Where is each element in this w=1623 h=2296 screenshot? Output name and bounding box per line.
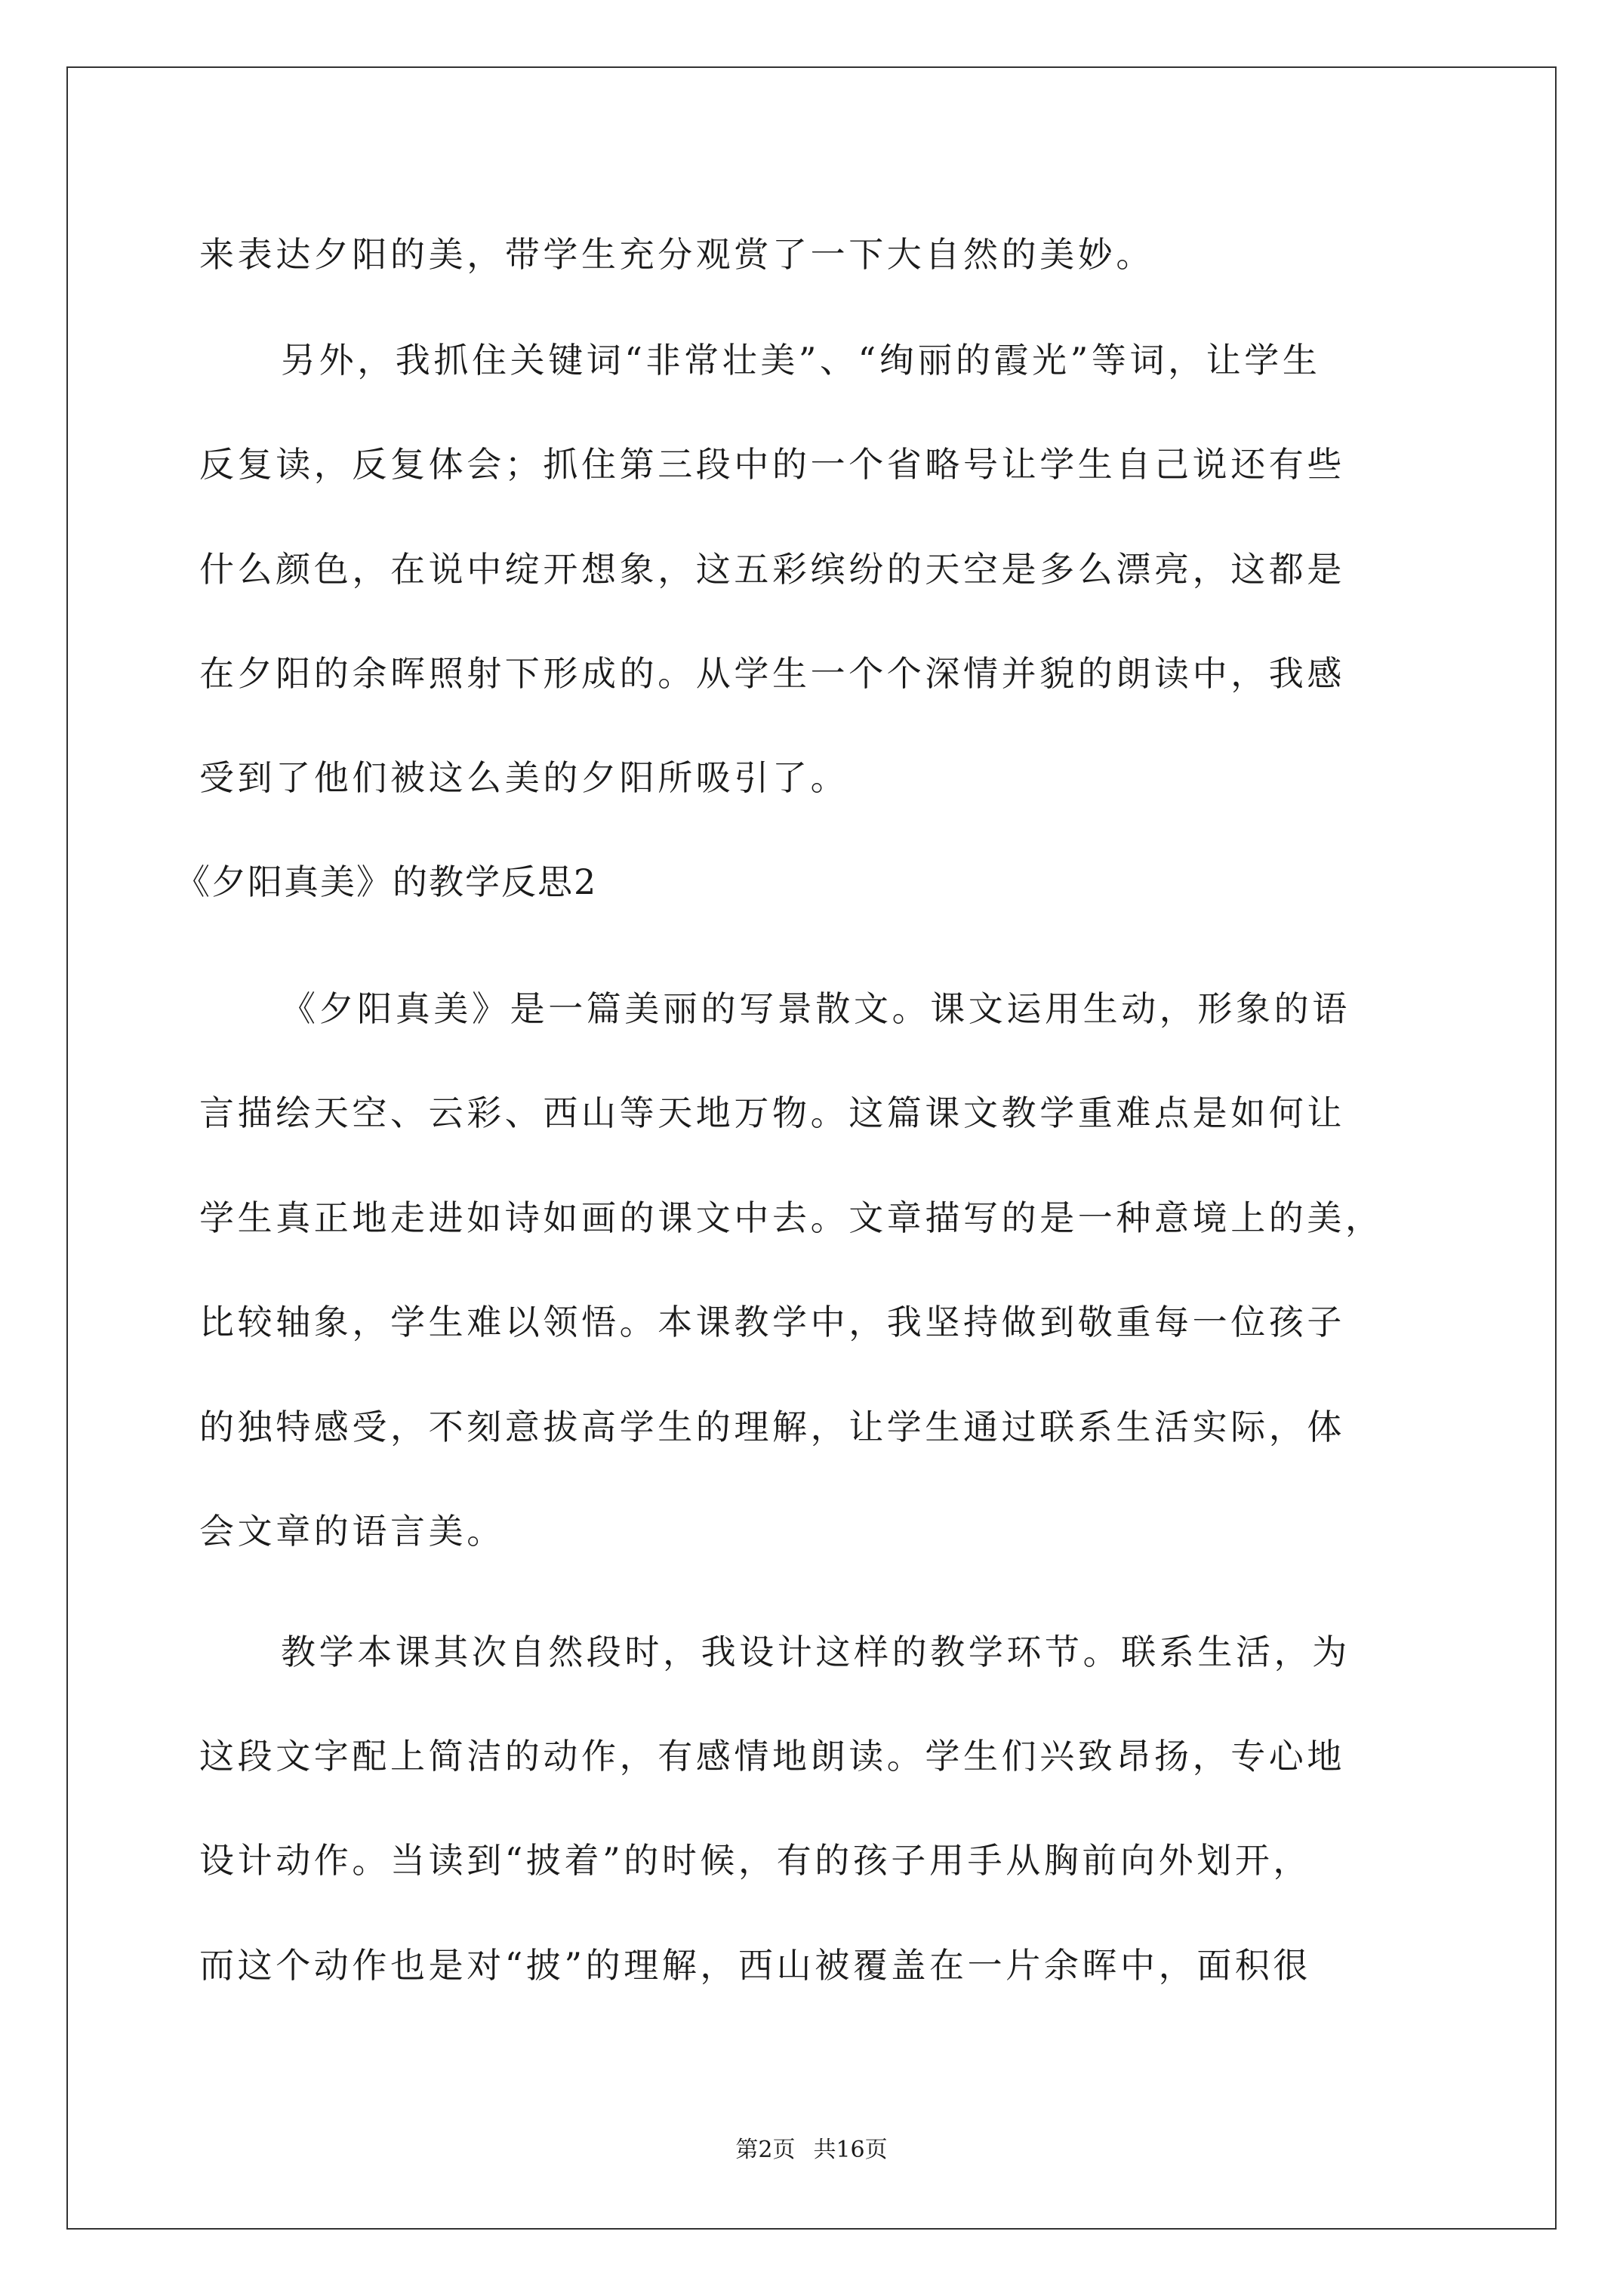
page-total: 共16页	[813, 2137, 888, 2163]
text-line: 的独特感受，不刻意拔高学生的理解，让学生通过联系生活实际，体	[199, 1407, 1345, 1447]
text-line: 而这个动作也是对“披”的理解，西山被覆盖在一片余晖中，面积很	[199, 1945, 1312, 1986]
text-line: 设计动作。当读到“披着”的时候，有的孩子用手从胸前向外划开，	[199, 1840, 1312, 1881]
text-line: 比较轴象，学生难以领悟。本课教学中，我坚持做到敬重每一位孩子	[199, 1302, 1345, 1342]
paragraph-start-line: 另外，我抓住关键词“非常壮美”、“绚丽的霞光”等词，让学生	[281, 340, 1321, 381]
section-heading: 《夕阳真美》的教学反思2	[175, 861, 598, 902]
paragraph-start-line: 教学本课其次自然段时，我设计这样的教学环节。联系生活，为	[281, 1632, 1350, 1672]
text-line: 什么颜色，在说中绽开想象，这五彩缤纷的天空是多么漂亮，这都是	[199, 549, 1345, 590]
text-line: 言描绘天空、云彩、西山等天地万物。这篇课文教学重难点是如何让	[199, 1093, 1345, 1133]
paragraph-start-line: 《夕阳真美》是一篇美丽的写景散文。课文运用生动，形象的语	[281, 988, 1350, 1029]
page-footer	[0, 2135, 1623, 2165]
text-line: 学生真正地走进如诗如画的课文中去。文章描写的是一种意境上的美，	[199, 1197, 1384, 1238]
text-line: 会文章的语言美。	[199, 1511, 505, 1552]
text-line: 受到了他们被这么美的夕阳所吸引了。	[199, 757, 849, 798]
text-line: 来表达夕阳的美，带学生充分观赏了一下大自然的美妙。	[199, 234, 1154, 275]
page-border	[66, 66, 1557, 2230]
text-line: 反复读，反复体会；抓住第三段中的一个省略号让学生自己说还有些	[199, 444, 1345, 485]
text-line: 这段文字配上简洁的动作，有感情地朗读。学生们兴致昂扬，专心地	[199, 1736, 1345, 1777]
text-line: 在夕阳的余晖照射下形成的。从学生一个个深情并貌的朗读中，我感	[199, 653, 1345, 694]
page-number: 第2页	[735, 2137, 796, 2163]
